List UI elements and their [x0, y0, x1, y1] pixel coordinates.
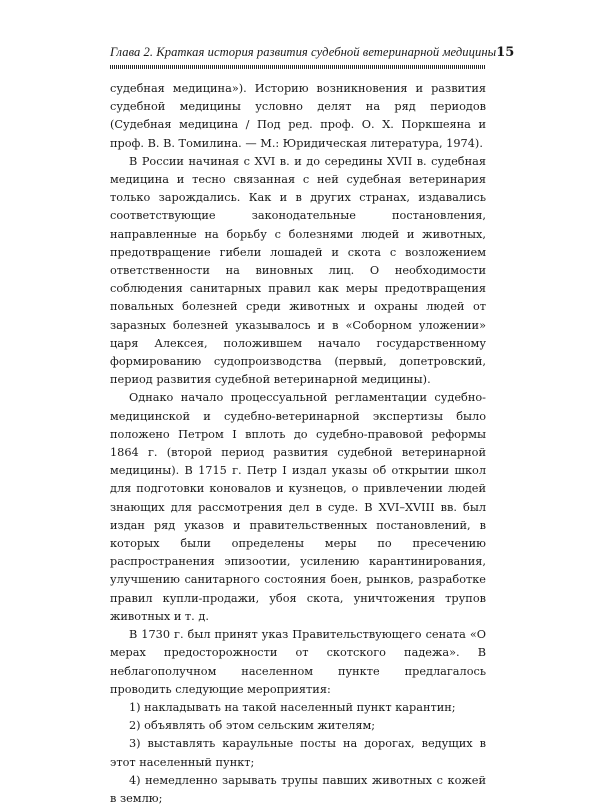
- paragraph-2: В России начиная с XVI в. и до середины XVII в. судебная медицина и тесно связанная с ней судебная ветеринария только зарождались. Как и в других странах, издавались соответствующие законодательные постановления, направленные на борьбу с болезнями людей и животных, предотвращение гибели лошадей и скота с возложением ответственности на виновных лиц. О необходимости соблюдения санитарных правил как меры предотвращения повальных болезней среди животных и охраны людей от заразных болезней указывалось и в «Соборном уложении» царя Алексея, положившем начало государственному формированию судопроизводства (первый, допетровский, период развития судебной ветеринарной медицины).: [110, 154, 486, 387]
- list-item-4: 4) немедленно зарывать трупы павших животных с кожей в землю;: [110, 773, 486, 805]
- paragraph-4: В 1730 г. был принят указ Правительствующего сената «О мерах предосторожности от скотского падежа». В неблагополучном населенном пункте предлагалось проводить следующие мероприятия:: [110, 628, 486, 696]
- paragraph-1: судебная медицина»). Историю возникновения и развития судебной медицины условно делят на ряд периодов (Судебная медицина / Под ред. проф. О. Х. Поркшеяна и проф. В. В. Томилина. — М.: Юридическая литература, 1974).: [110, 82, 486, 150]
- running-head: [110, 45, 515, 63]
- running-title: Глава 2. Краткая история развития судебной ветеринарной медицины: [110, 45, 497, 59]
- paragraph-3: Однако начало процессуальной регламентации судебно-медицинской и судебно-ветеринарной экспертизы было положено Петром I вплоть до судебно-правовой реформы 1864 г. (второй период развития судебной ветеринарной медицины). В 1715 г. Петр I издал указы об открытии школ для подготовки коновалов и кузнецов, о привлечении людей знающих для рассмотрения дел в суде. В XVI–XVIII вв. был издан ряд указов и правительственных постановлений, в которых были определены меры по пресечению распространения эпизоотии, усилению карантинирования, улучшению санитарного состояния боен, рынков, разработке правил купли-продажи, убоя скота, уничтожения трупов животных и т. д.: [110, 391, 486, 623]
- body-text: [110, 80, 486, 808]
- list-item-1: 1) накладывать на такой населенный пункт карантин;: [129, 700, 456, 714]
- page-number: 15: [496, 45, 515, 60]
- list-item-3: 3) выставлять караульные посты на дорогах, ведущих в этот населенный пункт;: [110, 737, 486, 769]
- header-rule: [110, 65, 486, 69]
- list-item-2: 2) объявлять об этом сельским жителям;: [129, 719, 376, 733]
